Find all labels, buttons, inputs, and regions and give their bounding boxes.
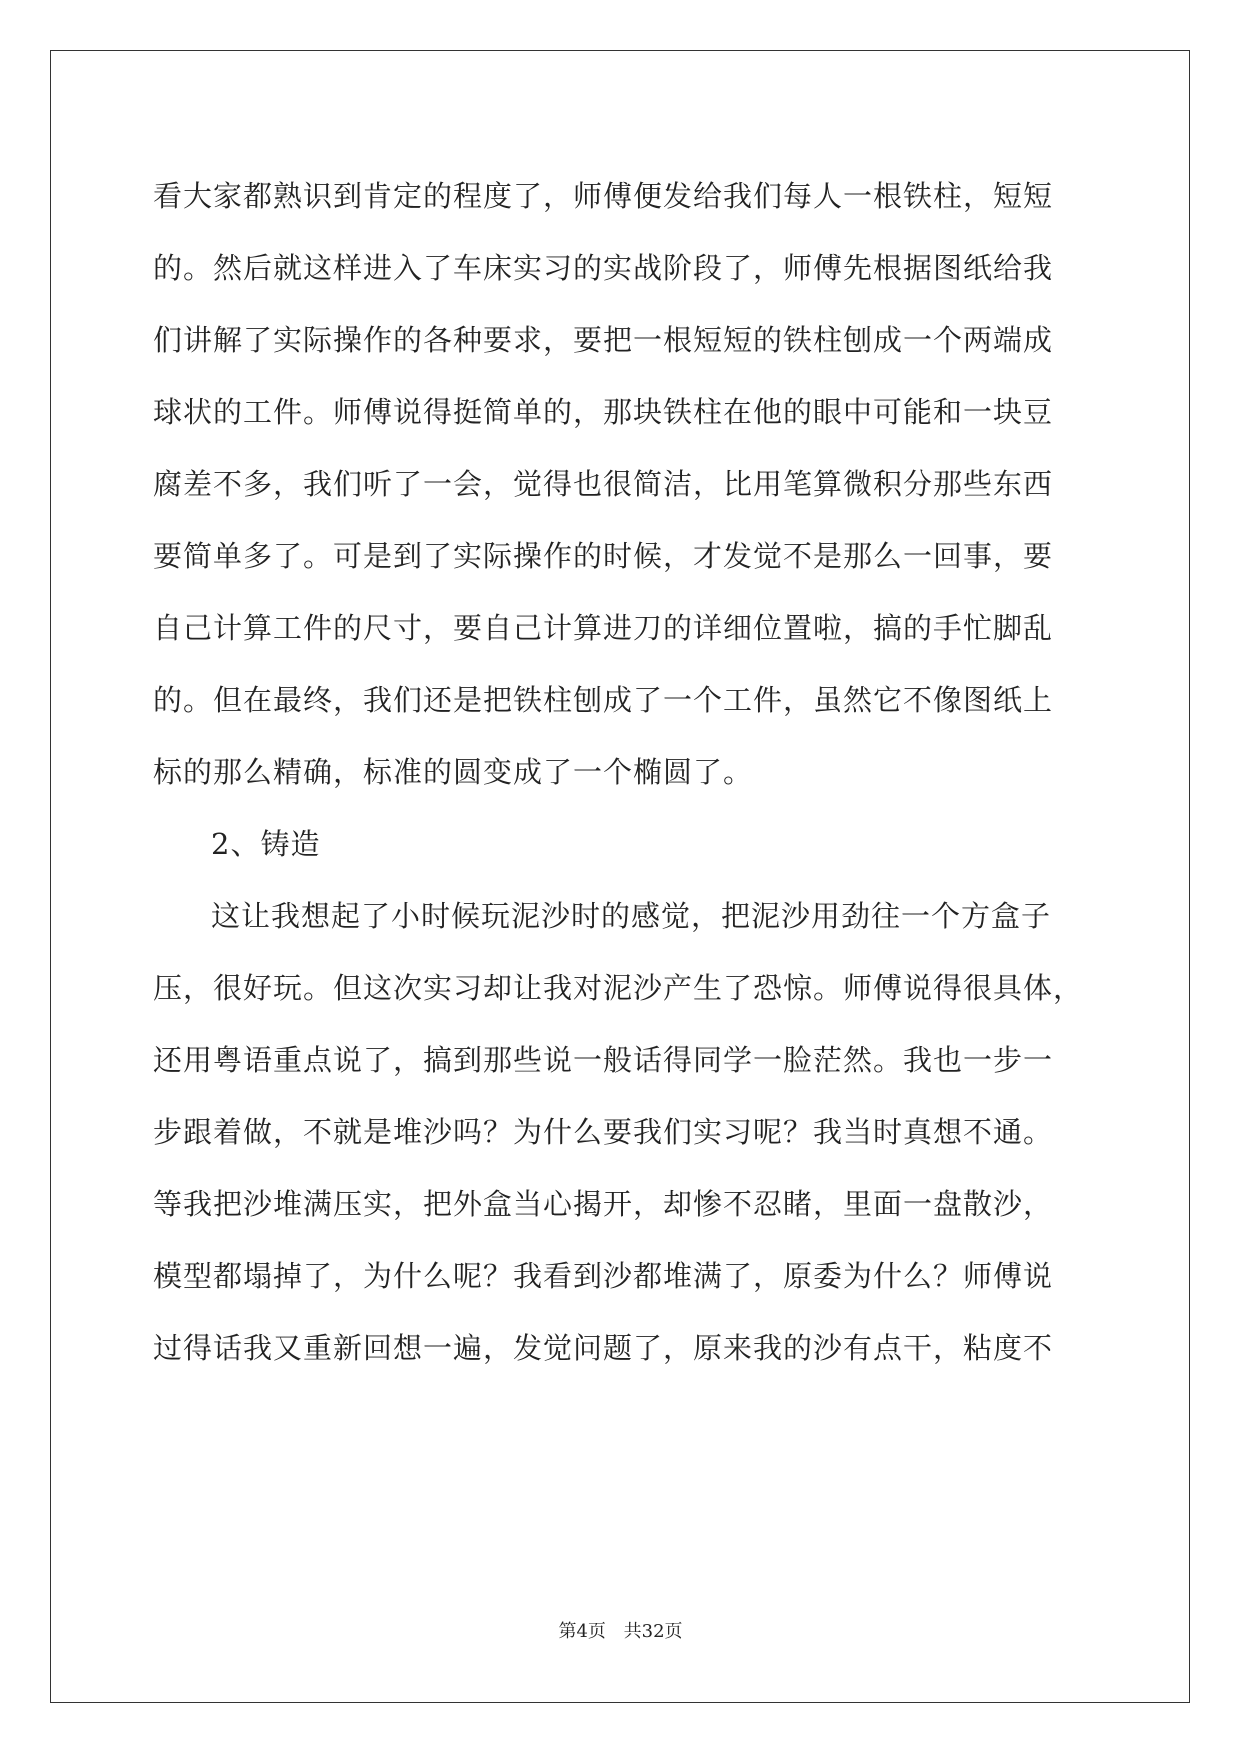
text-line: 步跟着做，不就是堆沙吗？为什么要我们实习呢？我当时真想不通。 <box>153 1115 1054 1149</box>
text-line: 球状的工件。师傅说得挺简单的，那块铁柱在他的眼中可能和一块豆 <box>153 395 1054 429</box>
document-body <box>153 160 1113 1384</box>
text-line: 这让我想起了小时候玩泥沙时的感觉，把泥沙用劲往一个方盒子 <box>211 899 1052 933</box>
text-line: 过得话我又重新回想一遍，发觉问题了，原来我的沙有点干，粘度不 <box>153 1331 1054 1365</box>
text-line: 标的那么精确，标准的圆变成了一个椭圆了。 <box>153 755 754 789</box>
text-line: 要简单多了。可是到了实际操作的时候，才发觉不是那么一回事，要 <box>153 539 1054 573</box>
text-line: 的。然后就这样进入了车床实习的实战阶段了，师傅先根据图纸给我 <box>153 251 1054 285</box>
text-line: 压，很好玩。但这次实习却让我对泥沙产生了恐惊。师傅说得很具体， <box>153 971 1084 1005</box>
page-footer <box>0 1617 1241 1643</box>
text-line: 们讲解了实际操作的各种要求，要把一根短短的铁柱刨成一个两端成 <box>153 323 1054 357</box>
text-line: 自己计算工件的尺寸，要自己计算进刀的详细位置啦，搞的手忙脚乱 <box>153 611 1054 645</box>
section-heading: 2、铸造 <box>211 827 321 861</box>
text-line: 等我把沙堆满压实，把外盒当心揭开，却惨不忍睹，里面一盘散沙， <box>153 1187 1054 1221</box>
text-line: 腐差不多，我们听了一会，觉得也很简洁，比用笔算微积分那些东西 <box>153 467 1054 501</box>
page-number: 第4页 <box>558 1621 606 1642</box>
page-total: 共32页 <box>623 1621 683 1642</box>
text-line: 还用粤语重点说了，搞到那些说一般话得同学一脸茫然。我也一步一 <box>153 1043 1054 1077</box>
text-line: 看大家都熟识到肯定的程度了，师傅便发给我们每人一根铁柱，短短 <box>153 179 1054 213</box>
text-line: 模型都塌掉了，为什么呢？我看到沙都堆满了，原委为什么？师傅说 <box>153 1259 1054 1293</box>
text-line: 的。但在最终，我们还是把铁柱刨成了一个工件，虽然它不像图纸上 <box>153 683 1054 717</box>
